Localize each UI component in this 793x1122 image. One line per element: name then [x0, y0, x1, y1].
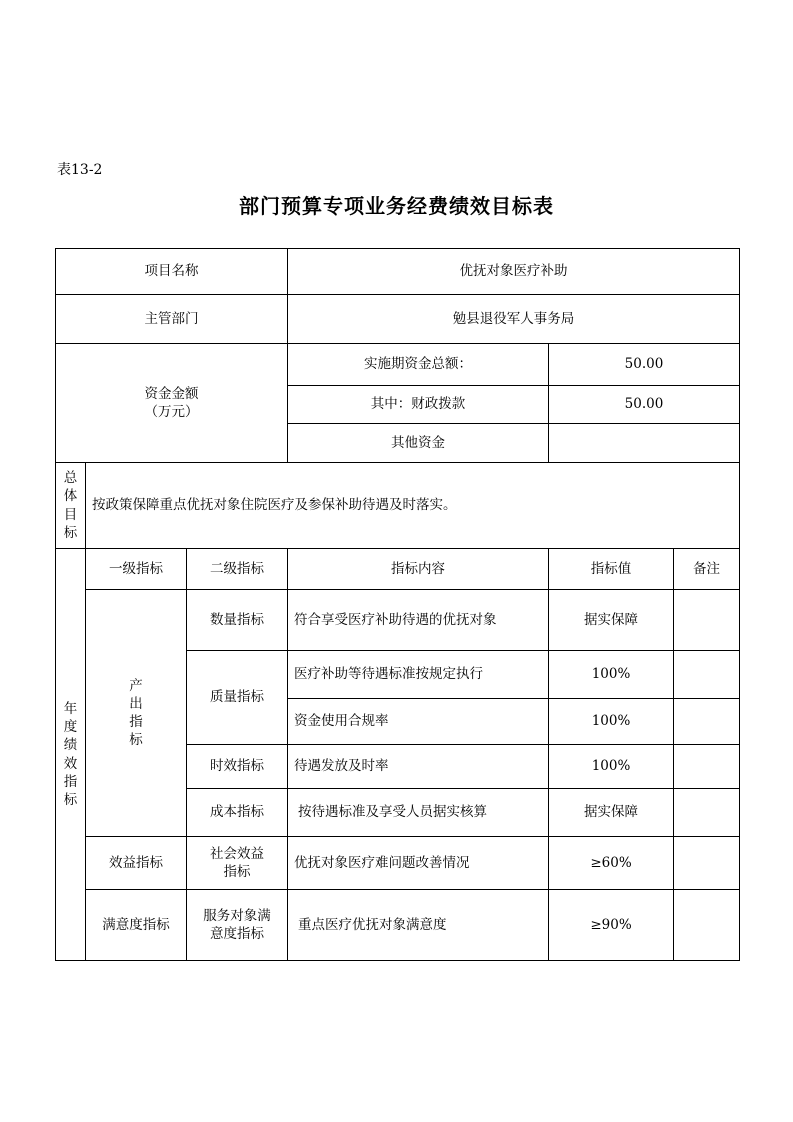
- value-satisfaction: ≥90%: [549, 890, 674, 961]
- level1-benefit: 效益指标: [86, 837, 187, 890]
- project-name-value: 优抚对象医疗补助: [288, 249, 740, 295]
- overall-goal-row: [56, 463, 740, 549]
- value-benefit: ≥60%: [549, 837, 674, 890]
- overall-goal-label: [56, 463, 86, 549]
- note-cost: [674, 789, 740, 837]
- table-number: 表13-2: [57, 162, 103, 178]
- department-value: 勉县退役军人事务局: [288, 295, 740, 344]
- content-quantity: 符合享受医疗补助待遇的优抚对象: [288, 590, 549, 651]
- indicator-row: [56, 590, 740, 651]
- funds-total-label: 实施期资金总额：: [288, 344, 549, 386]
- project-name-row: [56, 249, 740, 295]
- overall-goal-label-text: 总体目标: [63, 470, 78, 541]
- note-timeliness: [674, 745, 740, 789]
- output-indicator-label-text: 产出指标: [129, 677, 143, 749]
- level2-timeliness: 时效指标: [187, 745, 288, 789]
- output-indicator-label: [86, 590, 187, 837]
- level2-satisfaction: [187, 890, 288, 961]
- overall-goal-text: 按政策保障重点优抚对象住院医疗及参保补助待遇及时落实。: [86, 463, 740, 549]
- level2-cost: 成本指标: [187, 789, 288, 837]
- header-value: 指标值: [549, 549, 674, 590]
- value-compliance: 100%: [549, 699, 674, 745]
- funds-label-line2: （万元）: [144, 404, 199, 420]
- header-content: 指标内容: [288, 549, 549, 590]
- content-cost: 按待遇标准及享受人员据实核算: [288, 789, 549, 837]
- level2-social-benefit: [187, 837, 288, 890]
- department-label: 主管部门: [56, 295, 288, 344]
- level2-satisfaction-text: 服务对象满意度指标: [203, 907, 271, 942]
- value-quality-standard: 100%: [549, 651, 674, 699]
- note-compliance: [674, 699, 740, 745]
- content-benefit: 优抚对象医疗难问题改善情况: [288, 837, 549, 890]
- indicator-header-row: [56, 549, 740, 590]
- content-timeliness: 待遇发放及时率: [288, 745, 549, 789]
- level2-social-benefit-text: 社会效益指标: [210, 845, 264, 880]
- performance-table: [55, 248, 740, 961]
- note-benefit: [674, 837, 740, 890]
- content-quality-standard: 医疗补助等待遇标准按规定执行: [288, 651, 549, 699]
- note-quantity: [674, 590, 740, 651]
- content-satisfaction: 重点医疗优抚对象满意度: [288, 890, 549, 961]
- funds-fiscal-value: 50.00: [549, 386, 740, 424]
- note-quality-standard: [674, 651, 740, 699]
- level2-quality: 质量指标: [187, 651, 288, 745]
- header-note: 备注: [674, 549, 740, 590]
- content-compliance: 资金使用合规率: [288, 699, 549, 745]
- annual-label: [56, 549, 86, 961]
- page-title: 部门预算专项业务经费绩效目标表: [239, 194, 554, 218]
- header-level1: 一级指标: [86, 549, 187, 590]
- funds-fiscal-label: 其中：财政拨款: [288, 386, 549, 424]
- value-quantity: 据实保障: [549, 590, 674, 651]
- note-satisfaction: [674, 890, 740, 961]
- indicator-row: [56, 890, 740, 961]
- funds-total-value: 50.00: [549, 344, 740, 386]
- level2-quantity: 数量指标: [187, 590, 288, 651]
- value-timeliness: 100%: [549, 745, 674, 789]
- funds-total-row: [56, 344, 740, 386]
- funds-label: [56, 344, 288, 463]
- indicator-row: [56, 837, 740, 890]
- project-name-label: 项目名称: [56, 249, 288, 295]
- annual-label-text: 年度绩效指标: [63, 700, 78, 808]
- value-cost: 据实保障: [549, 789, 674, 837]
- funds-other-label: 其他资金: [288, 424, 549, 463]
- funds-label-line1: 资金金额: [144, 385, 199, 402]
- level1-satisfaction: 满意度指标: [86, 890, 187, 961]
- header-level2: 二级指标: [187, 549, 288, 590]
- department-row: [56, 295, 740, 344]
- funds-other-value: [549, 424, 740, 463]
